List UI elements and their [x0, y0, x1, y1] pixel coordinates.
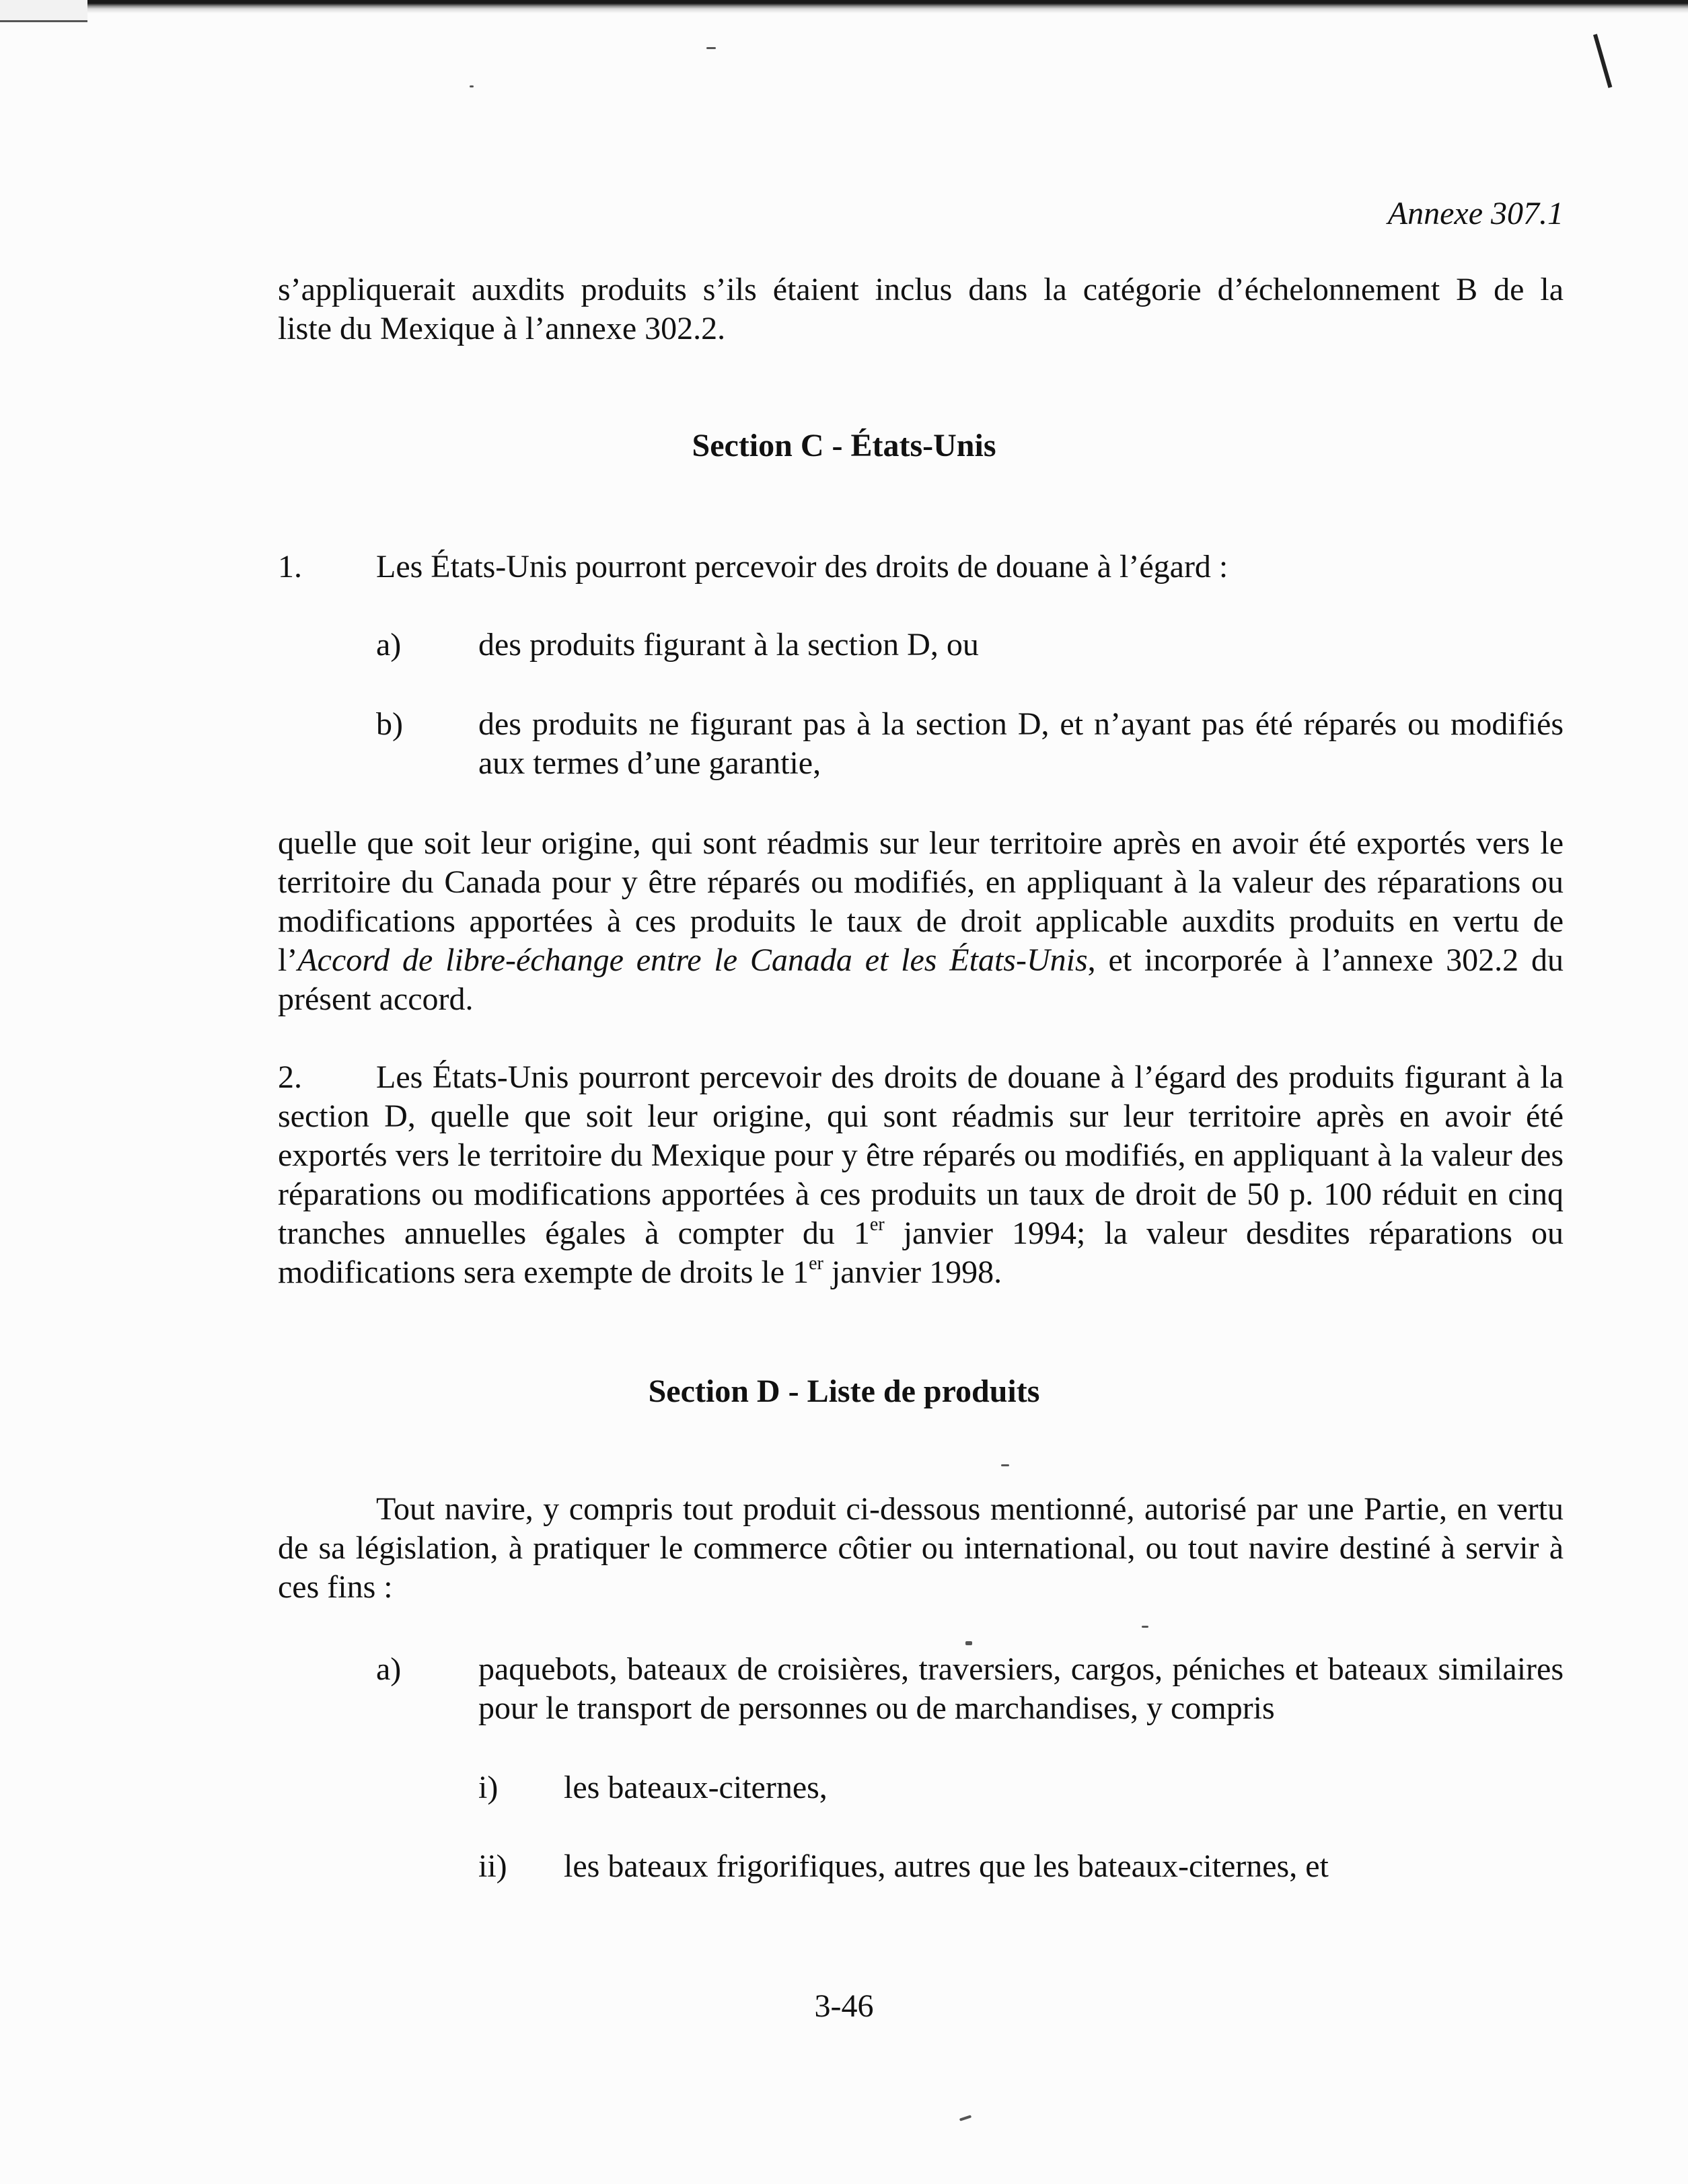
- paragraph-1-number: 1.: [278, 549, 302, 585]
- scan-speck: [959, 2115, 971, 2121]
- intro-paragraph: [278, 270, 1564, 348]
- subitem-i-label: i): [478, 1770, 499, 1805]
- scan-top-left-edge: [0, 0, 87, 22]
- intro-line-1: s’appliquerait auxdits produits s’ils étaient inclus dans la catégorie d’échelonnement B de la: [278, 272, 1564, 307]
- item-a-text: des produits figurant à la section D, ou: [478, 627, 979, 663]
- scan-speck: [965, 1641, 972, 1645]
- paragraph-1-continuation: [278, 824, 1564, 1019]
- scan-mark: [1593, 34, 1612, 87]
- scan-top-edge: [0, 0, 1688, 13]
- subitem-i-text: les bateaux-citernes,: [564, 1770, 828, 1805]
- item-b-label: b): [376, 706, 403, 742]
- list-item-a-label: a): [376, 1651, 402, 1687]
- page-number: 3-46: [814, 1988, 874, 2024]
- continuation-text: quelle que soit leur origine, qui sont réadmis sur leur territoire après en avoir été exportés vers le territoire du Canada pour y être réparés ou modifiés, en appliquant à la valeur des réparations ou modifications apportées à ces produits le taux de droit applicable auxdits produits en vertu de l’: [278, 825, 1564, 978]
- scan-speck: [470, 85, 474, 87]
- scan-speck: [1001, 1464, 1009, 1466]
- section-d-intro-text: Tout navire, y compris tout produit ci-dessous mentionné, autorisé par une Partie, en vertu de sa législation, à pratiquer le commerce côtier ou international, ou tout navire destiné à servir à ces fins :: [278, 1491, 1564, 1605]
- superscript-er: er: [869, 1214, 885, 1235]
- superscript-er: er: [809, 1253, 823, 1274]
- section-d-heading: Section D - Liste de produits: [648, 1373, 1040, 1409]
- paragraph-2-text-end: janvier 1998.: [823, 1254, 1002, 1290]
- item-a-label: a): [376, 627, 402, 663]
- section-d-intro: [278, 1490, 1564, 1607]
- section-c-heading: Section C - États-Unis: [692, 428, 996, 463]
- annex-header: Annexe 307.1: [1387, 196, 1564, 231]
- paragraph-2-text: Les États-Unis pourront percevoir des droits de douane à l’égard des produits figurant à la section D, quelle que soit leur origine, qui sont réadmis sur leur territoire après en avoir été exportés vers le territoire du Mexique pour y être réparés ou modifiés, en appliquant à la valeur des réparations ou modifications apportées à ces produits un taux de droit de 50 p. 100 réduit en cinq tranches annuelles égales à compter du 1: [278, 1059, 1564, 1251]
- intro-line-2: liste du Mexique à l’annexe 302.2.: [278, 311, 726, 346]
- continuation-text-end: , et incorporée à l’annexe 302.2 du présent accord.: [278, 942, 1564, 1017]
- scan-speck: [706, 47, 716, 49]
- paragraph-2-text-cont: janvier 1994; la valeur desdites réparations ou modifications sera exempte de droits le 1: [278, 1215, 1564, 1290]
- agreement-title: Accord de libre-échange entre le Canada et les États-Unis: [297, 942, 1088, 978]
- item-b-text: des produits ne figurant pas à la section D, et n’ayant pas été réparés ou modifiés aux termes d’une garantie,: [478, 706, 1564, 781]
- scan-speck: [1142, 1626, 1148, 1628]
- list-item-a-text: paquebots, bateaux de croisières, traversiers, cargos, péniches et bateaux similaires pour le transport de personnes ou de marchandises, y compris: [478, 1651, 1564, 1726]
- paragraph-2: [278, 1058, 1564, 1292]
- subitem-ii-text: les bateaux frigorifiques, autres que les bateaux-citernes, et: [564, 1848, 1329, 1884]
- subitem-ii-label: ii): [478, 1848, 507, 1884]
- paragraph-1-text: Les États-Unis pourront percevoir des droits de douane à l’égard :: [376, 549, 1228, 585]
- paragraph-2-number: 2.: [278, 1059, 302, 1095]
